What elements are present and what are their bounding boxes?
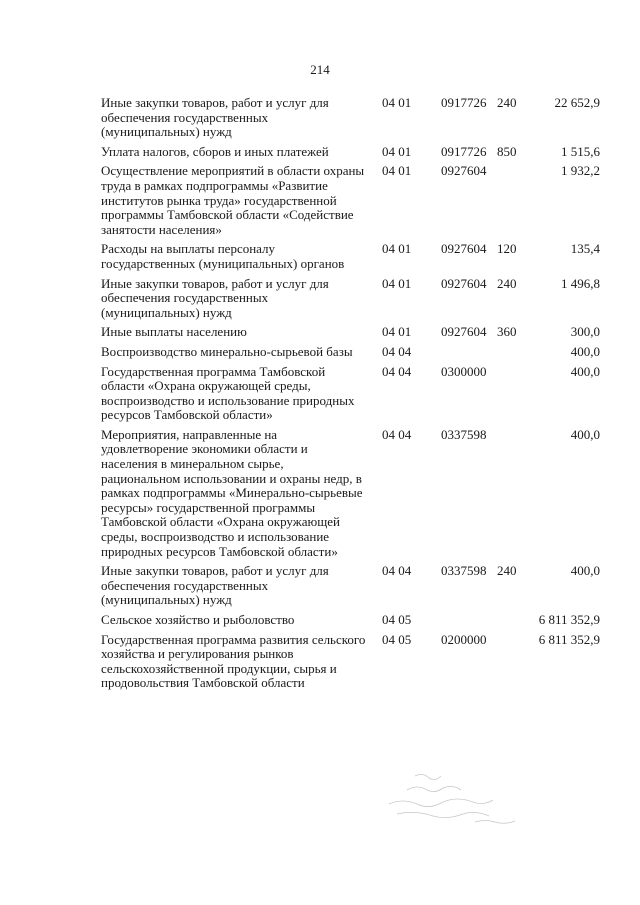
row-expense-type: 240 [497,563,517,579]
row-target-article: 0300000 [441,363,487,379]
row-name: Уплата налогов, сборов и иных платежей [101,143,329,159]
row-section: 04 01 [382,163,412,179]
row-section: 04 01 [382,143,412,159]
row-name: Расходы на выплаты персоналу государственных (муниципальных) органов [101,241,345,271]
row-amount: 400,0 [570,426,600,442]
row-name: Сельское хозяйство и рыболовство [101,612,295,627]
row-name: Иные закупки товаров, работ и услуг для обеспечения государственных (муниципальных) нужд [101,563,329,608]
row-amount: 1 932,2 [561,163,600,179]
row-section: 04 04 [382,563,412,579]
row-amount: 300,0 [570,324,600,340]
row-section: 04 05 [382,612,412,627]
budget-table [0,96,640,696]
row-section: 04 01 [382,241,412,257]
row-amount: 400,0 [570,343,600,359]
row-name: Государственная программа Тамбовской области «Охрана окружающей среды, воспроизводство и использование природных ресурсов Тамбовской области» [101,363,355,423]
table-row [0,345,640,360]
row-amount: 400,0 [570,363,600,379]
table-row [0,145,640,160]
row-amount: 1 515,6 [561,143,600,159]
row-target-article: 0200000 [441,631,487,647]
row-target-article: 0927604 [441,163,487,179]
row-amount: 6 811 352,9 [538,631,600,647]
row-target-article: 0337598 [441,426,487,442]
row-section: 04 01 [382,275,412,291]
row-amount: 1 496,8 [561,275,600,291]
row-amount: 135,4 [570,241,600,257]
table-row [0,325,640,340]
row-name: Воспроизводство минерально-сырьевой базы [101,343,353,359]
row-expense-type: 240 [497,95,517,110]
row-name: Осуществление мероприятий в области охраны труда в рамках подпрограммы «Развитие институтов рынка труда» государственной программы Тамбовской области «Содействие занятости населения» [101,163,365,237]
table-row [0,277,640,321]
row-name: Иные закупки товаров, работ и услуг для обеспечения государственных (муниципальных) нужд [101,95,329,140]
row-target-article: 0927604 [441,275,487,291]
row-name: Мероприятия, направленные на удовлетворение экономики области и населения в минеральном сырье, рациональном использовании и охраны недр, в рамках подпрограммы «Минерально-сырьевые ресурсы» государственной программы Тамбовской области «Охрана окружающей среды, воспроизводство и использование природных ресурсов Тамбовской области» [101,426,363,559]
table-row [0,365,640,423]
row-name: Иные закупки товаров, работ и услуг для обеспечения государственных (муниципальных) нужд [101,275,329,320]
row-expense-type: 850 [497,143,517,159]
table-row [0,633,640,691]
table-row [0,428,640,559]
row-expense-type: 120 [497,241,517,257]
row-name: Государственная программа развития сельского хозяйства и регулирования рынков сельскохозяйственной продукции, сырья и продовольствия Тамбовской области [101,631,366,691]
table-row [0,613,640,628]
row-expense-type: 240 [497,275,517,291]
table-row [0,96,640,140]
row-target-article: 0927604 [441,324,487,340]
row-target-article: 0917726 [441,143,487,159]
table-row [0,564,640,608]
row-target-article: 0337598 [441,563,487,579]
row-section: 04 01 [382,324,412,340]
row-amount: 6 811 352,9 [538,612,600,627]
row-section: 04 04 [382,426,412,442]
scan-mark [385,770,535,830]
page-number: 214 [310,62,330,77]
row-section: 04 04 [382,343,412,359]
row-section: 04 05 [382,631,412,647]
row-section: 04 04 [382,363,412,379]
row-amount: 400,0 [570,563,600,579]
table-row [0,242,640,271]
row-expense-type: 360 [497,324,517,340]
table-row [0,164,640,237]
row-section: 04 01 [382,95,412,110]
row-amount: 22 652,9 [554,95,600,110]
row-target-article: 0917726 [441,95,487,110]
row-target-article: 0927604 [441,241,487,257]
row-name: Иные выплаты населению [101,324,247,340]
